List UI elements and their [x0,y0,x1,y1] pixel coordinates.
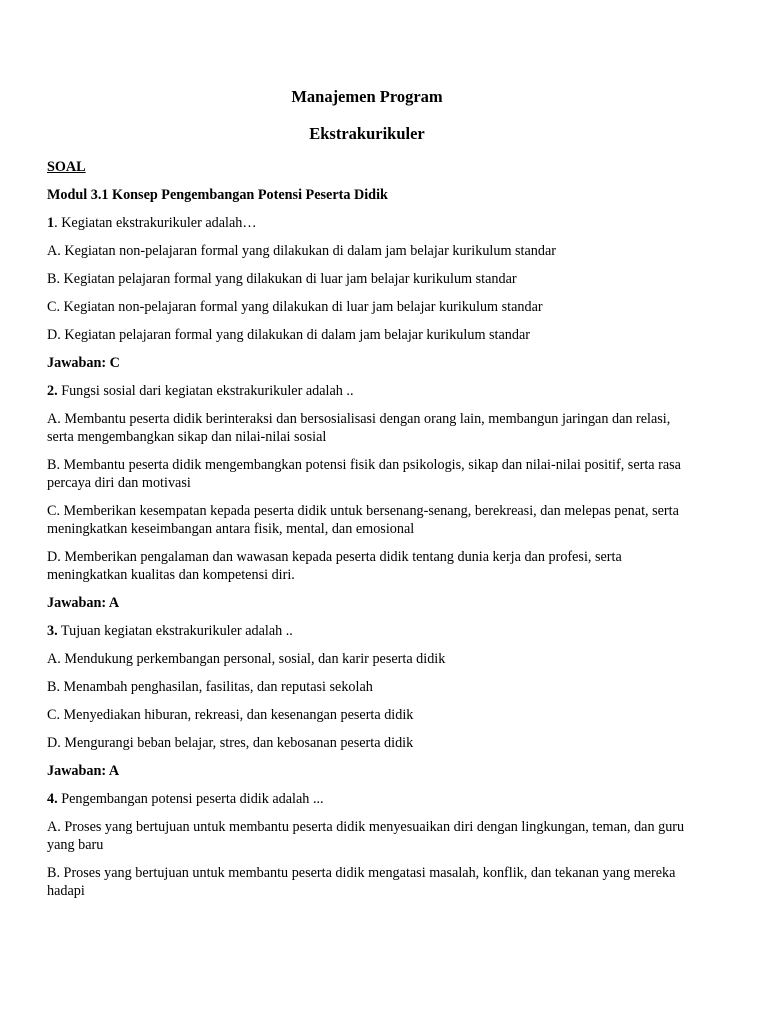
question-text: Tujuan kegiatan ekstrakurikuler adalah .. [57,623,293,639]
option: A. Membantu peserta didik berinteraksi dan bersosialisasi dengan orang lain, membangun jaringan dan relasi, serta mengembangkan sikap dan nilai-nilai sosial [47,411,671,445]
section-heading: SOAL [47,159,86,175]
question-text: Fungsi sosial dari kegiatan ekstrakurikuler adalah .. [57,383,354,399]
answer: Jawaban: C [47,355,120,371]
option: D. Mengurangi beban belajar, stres, dan kebosanan peserta didik [47,735,414,751]
question-number: 2. [47,383,58,399]
option: B. Kegiatan pelajaran formal yang dilakukan di luar jam belajar kurikulum standar [47,271,517,287]
document-page [47,86,687,910]
option: A. Mendukung perkembangan personal, sosial, dan karir peserta didik [47,651,446,667]
question-number: 4. [47,791,58,807]
option: A. Kegiatan non-pelajaran formal yang dilakukan di dalam jam belajar kurikulum standar [47,243,556,259]
question-1 [47,214,687,232]
question-text: Pengembangan potensi peserta didik adalah ... [57,791,324,807]
module-heading: Modul 3.1 Konsep Pengembangan Potensi Peserta Didik [47,187,388,203]
question-3 [47,622,687,640]
answer: Jawaban: A [47,763,120,779]
question-number: 1 [47,215,55,231]
option: C. Kegiatan non-pelajaran formal yang dilakukan di luar jam belajar kurikulum standar [47,299,543,315]
option: A. Proses yang bertujuan untuk membantu peserta didik menyesuaikan diri dengan lingkungan, teman, dan guru yang baru [47,819,685,853]
question-4 [47,790,687,808]
question-2 [47,382,687,400]
answer: Jawaban: A [47,595,120,611]
question-number: 3. [47,623,58,639]
document-subtitle: Ekstrakurikuler [309,124,425,143]
option: C. Menyediakan hiburan, rekreasi, dan kesenangan peserta didik [47,707,414,723]
option: B. Menambah penghasilan, fasilitas, dan reputasi sekolah [47,679,373,695]
option: D. Kegiatan pelajaran formal yang dilakukan di dalam jam belajar kurikulum standar [47,327,530,343]
option: B. Proses yang bertujuan untuk membantu peserta didik mengatasi masalah, konflik, dan tekanan yang mereka hadapi [47,865,676,899]
question-text: . Kegiatan ekstrakurikuler adalah… [54,215,257,231]
option: B. Membantu peserta didik mengembangkan potensi fisik dan psikologis, sikap dan nilai-nilai positif, serta rasa percaya diri dan motivasi [47,457,681,491]
option: C. Memberikan kesempatan kepada peserta didik untuk bersenang-senang, berekreasi, dan melepas penat, serta meningkatkan keseimbangan antara fisik, mental, dan emosional [47,503,679,537]
document-title: Manajemen Program [291,87,443,106]
option: D. Memberikan pengalaman dan wawasan kepada peserta didik tentang dunia kerja dan profesi, serta meningkatkan kualitas dan kompetensi diri. [47,549,622,583]
